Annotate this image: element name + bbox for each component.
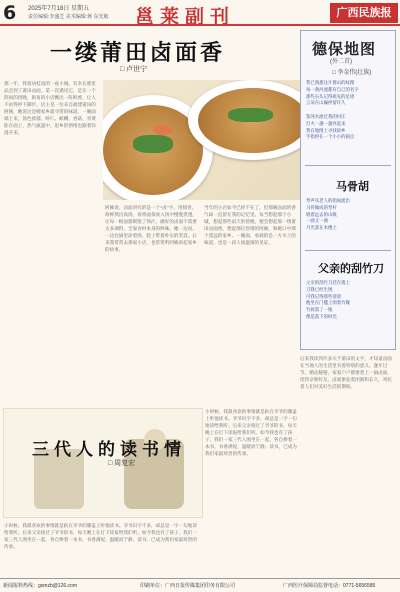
poem-2-text: 琴声从老人的指间流出 马骨做成的琴杆 唱着远去的山歌 一曲又一曲 月光落在木楼上 <box>306 198 350 231</box>
food-photo <box>103 80 303 200</box>
feature-byline: □ 周复宏 <box>108 460 136 467</box>
article-column-2: 阿姨说，卤面讲究的是一个“卤”字。用猪骨、海鲜熬出高汤，再将面条放入汤中慢慢煮透，让每一根面都吸饱了汤汁。做好的卤面不需要太多调料，全靠食材本身的鲜味。她一边说，一边往锅里添着汤，脸上带着朴实的笑容。后来我常常去那家小店，也常常听阿姨讲起家乡的故事。 <box>105 205 197 252</box>
page-number: 6 <box>3 2 17 24</box>
feature-title: 三代人的读书情 <box>32 440 186 460</box>
footer-phone: 广西医疗保障局监督电话：0771-5656585 <box>283 583 376 589</box>
poem-divider <box>305 165 391 166</box>
section-title: 邕莱副刊 <box>135 6 236 28</box>
reading-illustration <box>3 408 203 518</box>
feature-text-continued: 小时候，我最喜欢的事情就是趴在爷爷的膝盖上听他读书。爷爷识字不多，却总是一字一句地读给我听。后来父亲接过了爷爷的书，每天晚上在灯下读报给我们听。如今我也有了孩子，我们一家三代人围坐在一起，各自捧着一本书，书香满屋，温暖而宁静。读书，已成为我们家最珍贵的传承。 <box>205 409 297 456</box>
footer-printer: 印刷单位：广西日报传媒集团印务有限公司 <box>140 583 236 589</box>
editor-credits: 责任编辑:李盛芝 美术编辑:蒋 东光敏 <box>28 14 109 20</box>
article-byline: □ 卢世宁 <box>120 66 148 73</box>
article-column-4: 后来我读到许多关于莆田的文字，才知道卤面在当地人的生活里有着特别的意义。逢年过节、婚丧嫁娶，家家户户都要煮上一锅卤面，招待亲朋好友。卤面象征着团圆和长久，寄托着人们对美好生活的期盼。 <box>300 356 392 389</box>
poem-1-text: 我已熟悉这片群山的纹理 每一条河流都有自己的名字 那些石头记得祖先的足迹 云朵在山巅停留许久 鉴河水流过我的村庄 灯火一盏一盏亮起来 我在地图上寻找故乡 手指停在一个小小的圆点 <box>306 80 359 140</box>
feature-text: 小时候，我最喜欢的事情就是趴在爷爷的膝盖上听他读书。爷爷识字不多，却总是一字一句地读给我听。后来父亲接过了爷爷的书，每天晚上在灯下读报给我们听。如今我也有了孩子，我们一家三代人围坐在一起，各自捧着一本书，书香满屋，温暖而宁静。读书，已成为我们家最珍贵的传承。 <box>4 523 197 549</box>
publication-date: 2025年7月18日 星期五 <box>28 6 90 12</box>
newspaper-name: 广西民族报 <box>330 3 398 23</box>
article-column-1: 那一年，我客居桂南的一座小城，有幸在那里品尝到了莆田卤面。第一次遇见它，是在一个阴雨的傍晚，街角的小店飘出一阵鲜香，让人不由得停下脚步。店主是一位来自福建莆田的阿姨，她说这是她家乡最寻常的味道。一碗面端上来，汤色浓郁，虾仁、蛤蜊、香菇、青菜卧在面上，热气氤氲中，思乡的情绪也跟着弥漫开来。 <box>4 81 96 135</box>
article-headline: 一缕莆田卤面香 <box>50 40 226 66</box>
poem-subtitle: (外二首) <box>330 59 352 65</box>
poem-2-title: 马骨胡 <box>336 180 369 193</box>
article-column-3: 当年的小店如今已经不在了，但那碗卤面的香气却一直留在我的记忆里。每当想起那个小城，想起那些雨天的傍晚，便会想起那一缕莆田卤面香，想起那位热情的阿姨，和她口中那个遥远的家乡。一碗面，承载的是一方水土的味道，也是一段人间温情的见证。 <box>204 205 296 245</box>
footer-hotline: 新闻报料热线：gxmzb@126.com <box>3 583 77 589</box>
poem-divider <box>305 250 391 251</box>
poem-author: □ 李金伟(壮族) <box>332 70 372 76</box>
poem-title: 德保地图 <box>312 40 377 58</box>
poem-3-text: 父亲的刮竹刀挂在墙上 刀锋已经生锈 可我记得那些清晨 他坐在门槛上削着竹篾 竹屑落了一地 像是落下的时光 <box>306 280 350 319</box>
poem-3-title: 父亲的刮竹刀 <box>318 262 384 275</box>
